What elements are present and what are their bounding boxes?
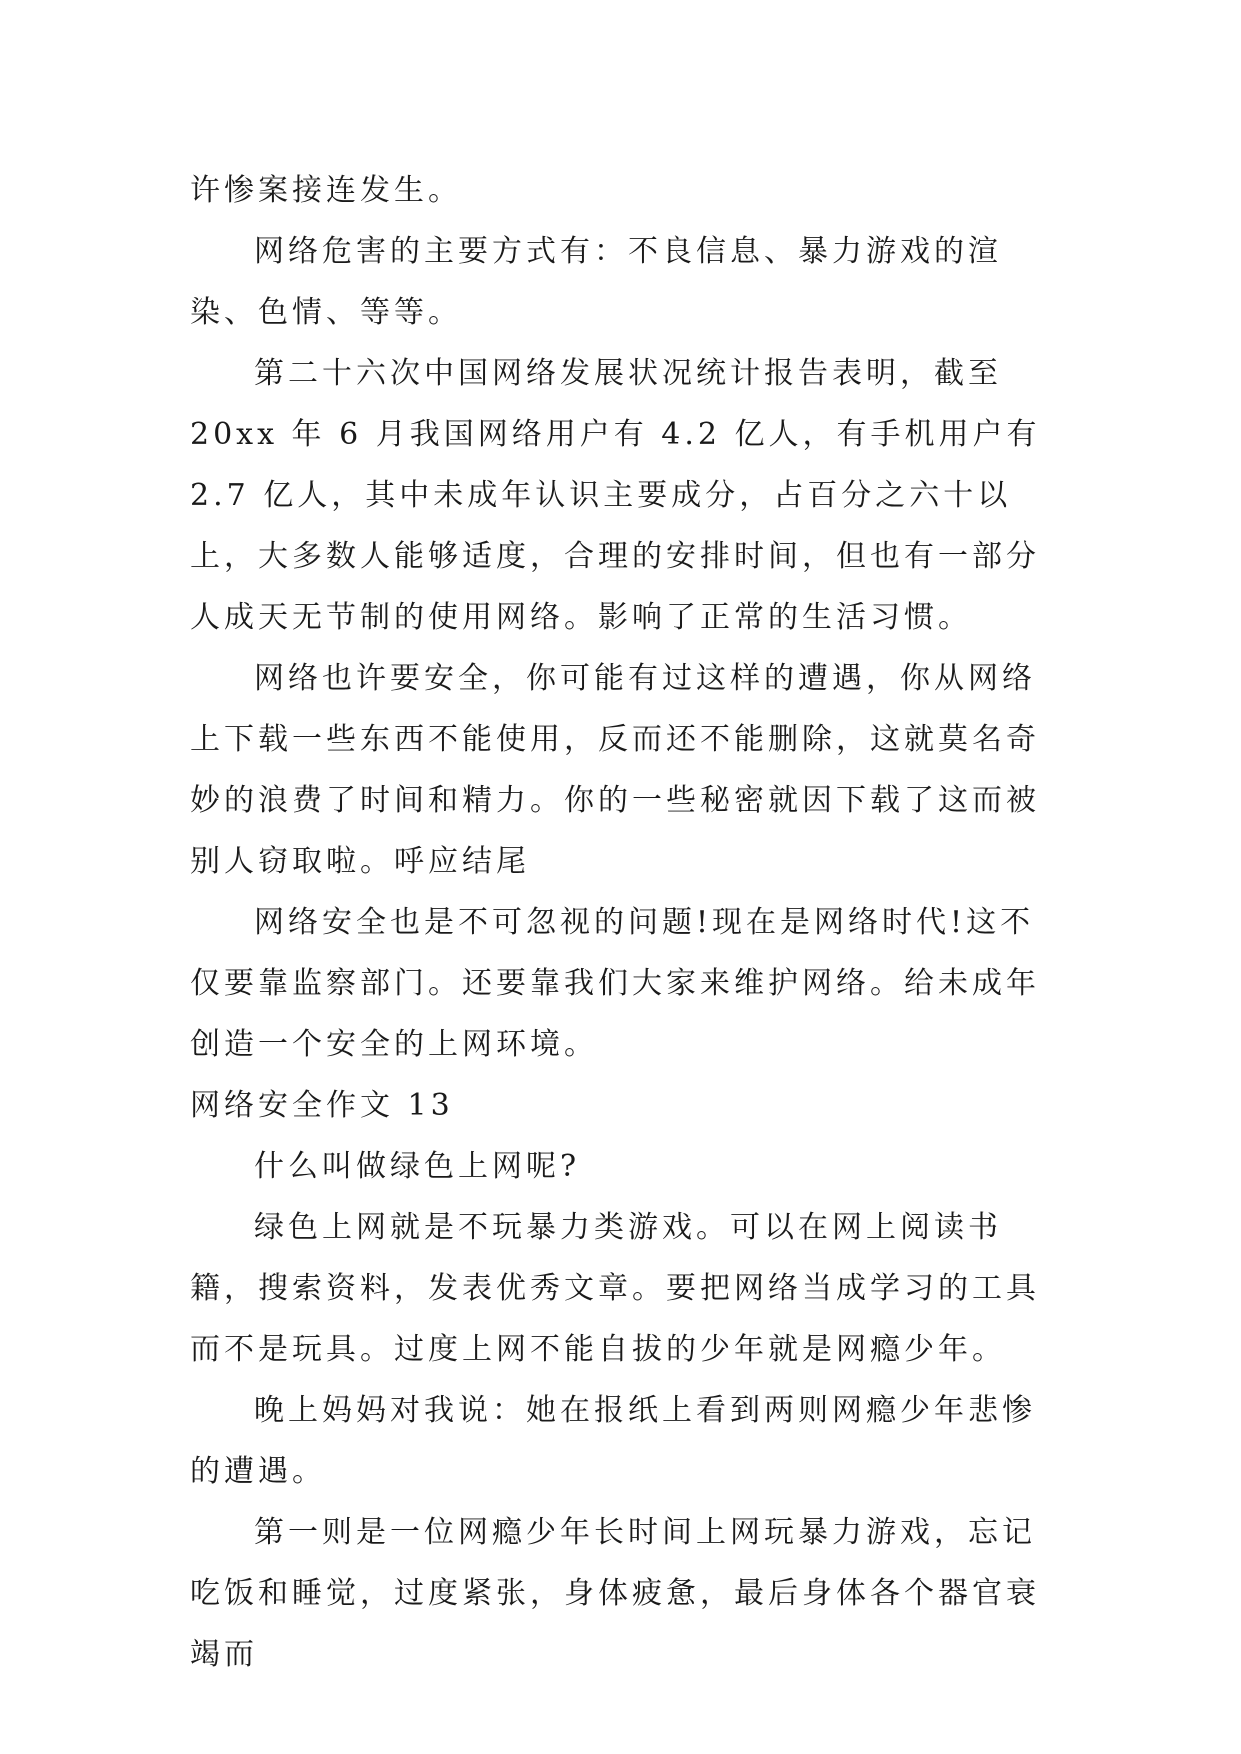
paragraph-8: 晚上妈妈对我说：她在报纸上看到两则网瘾少年悲惨的遭遇。 bbox=[190, 1393, 1036, 1489]
paragraph-1: 许惨案接连发生。 bbox=[190, 173, 462, 208]
document-body bbox=[190, 160, 1060, 1685]
paragraph-5: 网络安全也是不可忽视的问题!现在是网络时代!这不仅要靠监察部门。还要靠我们大家来维护网络。给未成年创造一个安全的上网环境。 bbox=[190, 905, 1040, 1062]
paragraph-7: 绿色上网就是不玩暴力类游戏。可以在网上阅读书籍，搜索资料，发表优秀文章。要把网络当成学习的工具而不是玩具。过度上网不能自拔的少年就是网瘾少年。 bbox=[190, 1210, 1040, 1367]
paragraph-3: 第二十六次中国网络发展状况统计报告表明，截至 20xx 年 6 月我国网络用户有 4.2 亿人，有手机用户有 2.7 亿人，其中未成年认识主要成分，占百分之六十以上，大多数人能够适度，合理的安排时间，但也有一部分人成天无节制的使用网络。影响了正常的生活习惯。 bbox=[190, 356, 1041, 635]
paragraph-2: 网络危害的主要方式有：不良信息、暴力游戏的渲染、色情、等等。 bbox=[190, 234, 1002, 330]
paragraph-9: 第一则是一位网瘾少年长时间上网玩暴力游戏，忘记吃饭和睡觉，过度紧张，身体疲惫，最后身体各个器官衰竭而 bbox=[190, 1515, 1040, 1672]
section-heading: 网络安全作文 13 bbox=[190, 1088, 454, 1123]
paragraph-4: 网络也许要安全，你可能有过这样的遭遇，你从网络上下载一些东西不能使用，反而还不能删除，这就莫名奇妙的浪费了时间和精力。你的一些秘密就因下载了这而被别人窃取啦。呼应结尾 bbox=[190, 661, 1040, 879]
paragraph-6: 什么叫做绿色上网呢? bbox=[254, 1149, 581, 1184]
